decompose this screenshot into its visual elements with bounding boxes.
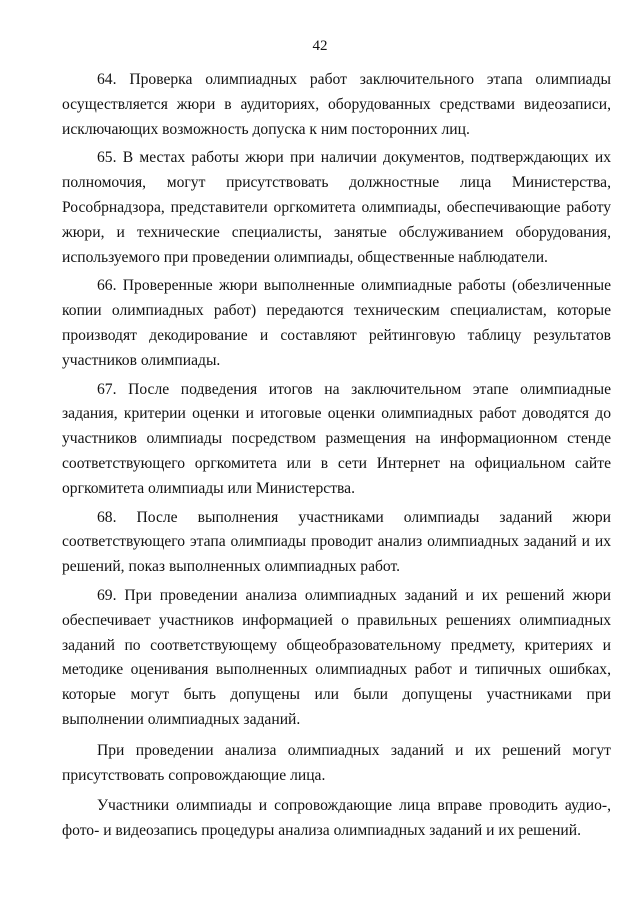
paragraph-64: 64. Проверка олимпиадных работ заключительного этапа олимпиады осуществляется жюри в аудиториях, оборудованных средствами видеозаписи, исключающих возможность допуска к ним посторонних лиц. [62,71,611,138]
page-number: 42 [312,38,328,54]
paragraph-65: 65. В местах работы жюри при наличии документов, подтверждающих их полномочия, могут присутствовать должностные лица Министерства, Рособрнадзора, представители оргкомитета олимпиады, обеспечивающие работу жюри, и технические специалисты, занятые обслуживанием оборудования, используемого при проведении олимпиады, общественные наблюдатели. [62,149,611,266]
paragraph-69-accompanying-persons: При проведении анализа олимпиадных заданий и их решений могут присутствовать сопровождающие лица. [62,741,611,784]
paragraph-67: 67. После подведения итогов на заключительном этапе олимпиадные задания, критерии оценки и итоговые оценки олимпиадных работ доводятся до участников олимпиады посредством размещения на информационном стенде соответствующего оргкомитета или в сети Интернет на официальном сайте оргкомитета олимпиады или Министерства. [62,380,611,497]
paragraph-66: 66. Проверенные жюри выполненные олимпиадные работы (обезличенные копии олимпиадных работ) передаются техническим специалистам, которые производят декодирование и составляют рейтинговую таблицу результатов участников олимпиады. [62,277,611,369]
paragraph-68: 68. После выполнения участниками олимпиады заданий жюри соответствующего этапа олимпиады проводит анализ олимпиадных заданий и их решений, показ выполненных олимпиадных работ. [62,508,611,576]
paragraph-69: 69. При проведении анализа олимпиадных заданий и их решений жюри обеспечивает участников информацией о правильных решениях олимпиадных заданий по соответствующему общеобразовательному предмету, критериях и методике оценивания выполненных олимпиадных работ и типичных ошибках, которые могут быть допущены или были допущены участниками при выполнении олимпиадных заданий. [62,586,611,728]
paragraph-69-recording: Участники олимпиады и сопровождающие лица вправе проводить аудио-, фото- и видеозапись процедуры анализа олимпиадных заданий и их решений. [62,797,611,840]
document-body [62,68,611,848]
